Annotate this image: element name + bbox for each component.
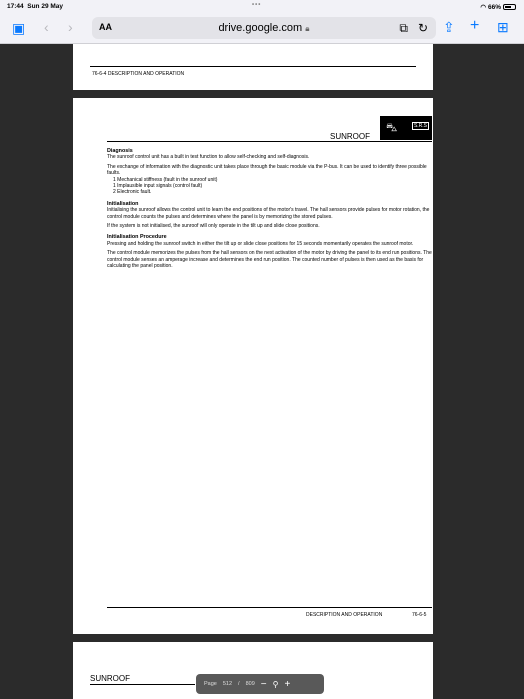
fault-item: 1 Mechanical stiffness (fault in the sunroof unit) bbox=[113, 176, 218, 183]
initialisation-paragraph-2: If the system is not initialised, the sunroof will only operate in the tilt up and slide close positions. bbox=[107, 223, 320, 230]
procedure-heading: Initialisation Procedure bbox=[107, 234, 167, 241]
multitask-dots[interactable]: ••• bbox=[252, 2, 262, 8]
url-display[interactable]: drive.google.com 🔒︎ bbox=[218, 22, 310, 34]
back-icon[interactable]: ‹ bbox=[44, 19, 49, 35]
battery-icon bbox=[503, 4, 516, 10]
car-icon: ⛍ bbox=[386, 122, 398, 134]
status-right bbox=[480, 3, 516, 11]
initialisation-paragraph-1: Initialising the sunroof allows the control unit to learn the end positions of the motor's travel. The hall sensors provide pulses for motor rotation, the control module counts the pulses and determines where the panel is by memorizing the stored pulses. bbox=[107, 207, 430, 220]
page-label: Page bbox=[204, 681, 217, 687]
procedure-paragraph-2: The control module memorizes the pulses from the hall sensors on the next activation of the motor by driving the panel to its end run positions. The control module senses an amperage increase and determines the end run position. The counted number of pulses is then used as the basis for calculating the panel position. bbox=[107, 250, 432, 270]
procedure-paragraph-1: Pressing and holding the sunroof switch in either the tilt up or slide close positions for 15 seconds momentarily operates the sunroof motor. bbox=[107, 240, 414, 247]
forward-icon[interactable]: › bbox=[68, 19, 73, 35]
title-rule bbox=[107, 141, 432, 142]
footer-left: DESCRIPTION AND OPERATION bbox=[306, 612, 383, 618]
new-tab-icon[interactable]: + bbox=[470, 17, 480, 34]
share-icon[interactable]: ⇪ bbox=[443, 19, 455, 35]
next-page-rule bbox=[90, 684, 195, 685]
tabs-overview-icon[interactable]: ⊞ bbox=[497, 19, 509, 35]
battery-percent: 66% bbox=[487, 3, 501, 11]
lock-icon: 🔒︎ bbox=[305, 24, 310, 33]
status-bar bbox=[0, 0, 524, 12]
address-bar[interactable] bbox=[92, 17, 436, 39]
section-title: SUNROOF bbox=[330, 132, 370, 141]
fault-item: 2 Electronic fault. bbox=[113, 189, 152, 196]
page-current[interactable]: 512 bbox=[222, 681, 233, 687]
zoom-in-button[interactable]: + bbox=[284, 678, 291, 690]
footer-page-number: 76-6-5 bbox=[412, 612, 427, 618]
browser-toolbar bbox=[0, 12, 524, 44]
footer-rule bbox=[107, 607, 432, 608]
page-separator: / bbox=[238, 681, 240, 687]
sidebar-icon[interactable]: ▣ bbox=[12, 20, 26, 36]
zoom-icon[interactable]: ⚲ bbox=[272, 679, 279, 689]
reader-options-button[interactable]: AA bbox=[99, 22, 112, 32]
status-time: 17:44 Sun 29 May bbox=[7, 3, 64, 10]
translate-icon[interactable]: ⧉ bbox=[399, 21, 408, 35]
initialisation-heading: Initialisation bbox=[107, 200, 139, 207]
document-body bbox=[107, 148, 432, 273]
pdf-page-previous bbox=[73, 44, 433, 90]
zoom-out-button[interactable]: − bbox=[260, 678, 267, 690]
next-page-title: SUNROOF bbox=[90, 674, 130, 683]
diagnosis-heading: Diagnosis bbox=[107, 148, 133, 154]
reload-icon[interactable]: ↻ bbox=[417, 21, 428, 35]
wifi-icon: ◠ bbox=[480, 4, 486, 11]
header-rule bbox=[90, 66, 416, 67]
fault-item: 1 Implausible input signals (control fault) bbox=[113, 183, 203, 190]
diagnosis-paragraph-1: The sunroof control unit has a built in test function to allow self-checking and self-diagnosis. bbox=[107, 154, 310, 161]
page-total: 809 bbox=[245, 681, 255, 687]
srs-label: S.R.S bbox=[413, 123, 427, 129]
diagnosis-paragraph-2: The exchange of information with the diagnostic unit takes place through the basic module via the P-bus. It can be used to identify three possible faults. bbox=[107, 163, 427, 177]
page-navigator bbox=[196, 674, 324, 694]
srs-badge bbox=[380, 116, 432, 140]
page-top-header: 76-6-4 DESCRIPTION AND OPERATION bbox=[92, 71, 185, 77]
